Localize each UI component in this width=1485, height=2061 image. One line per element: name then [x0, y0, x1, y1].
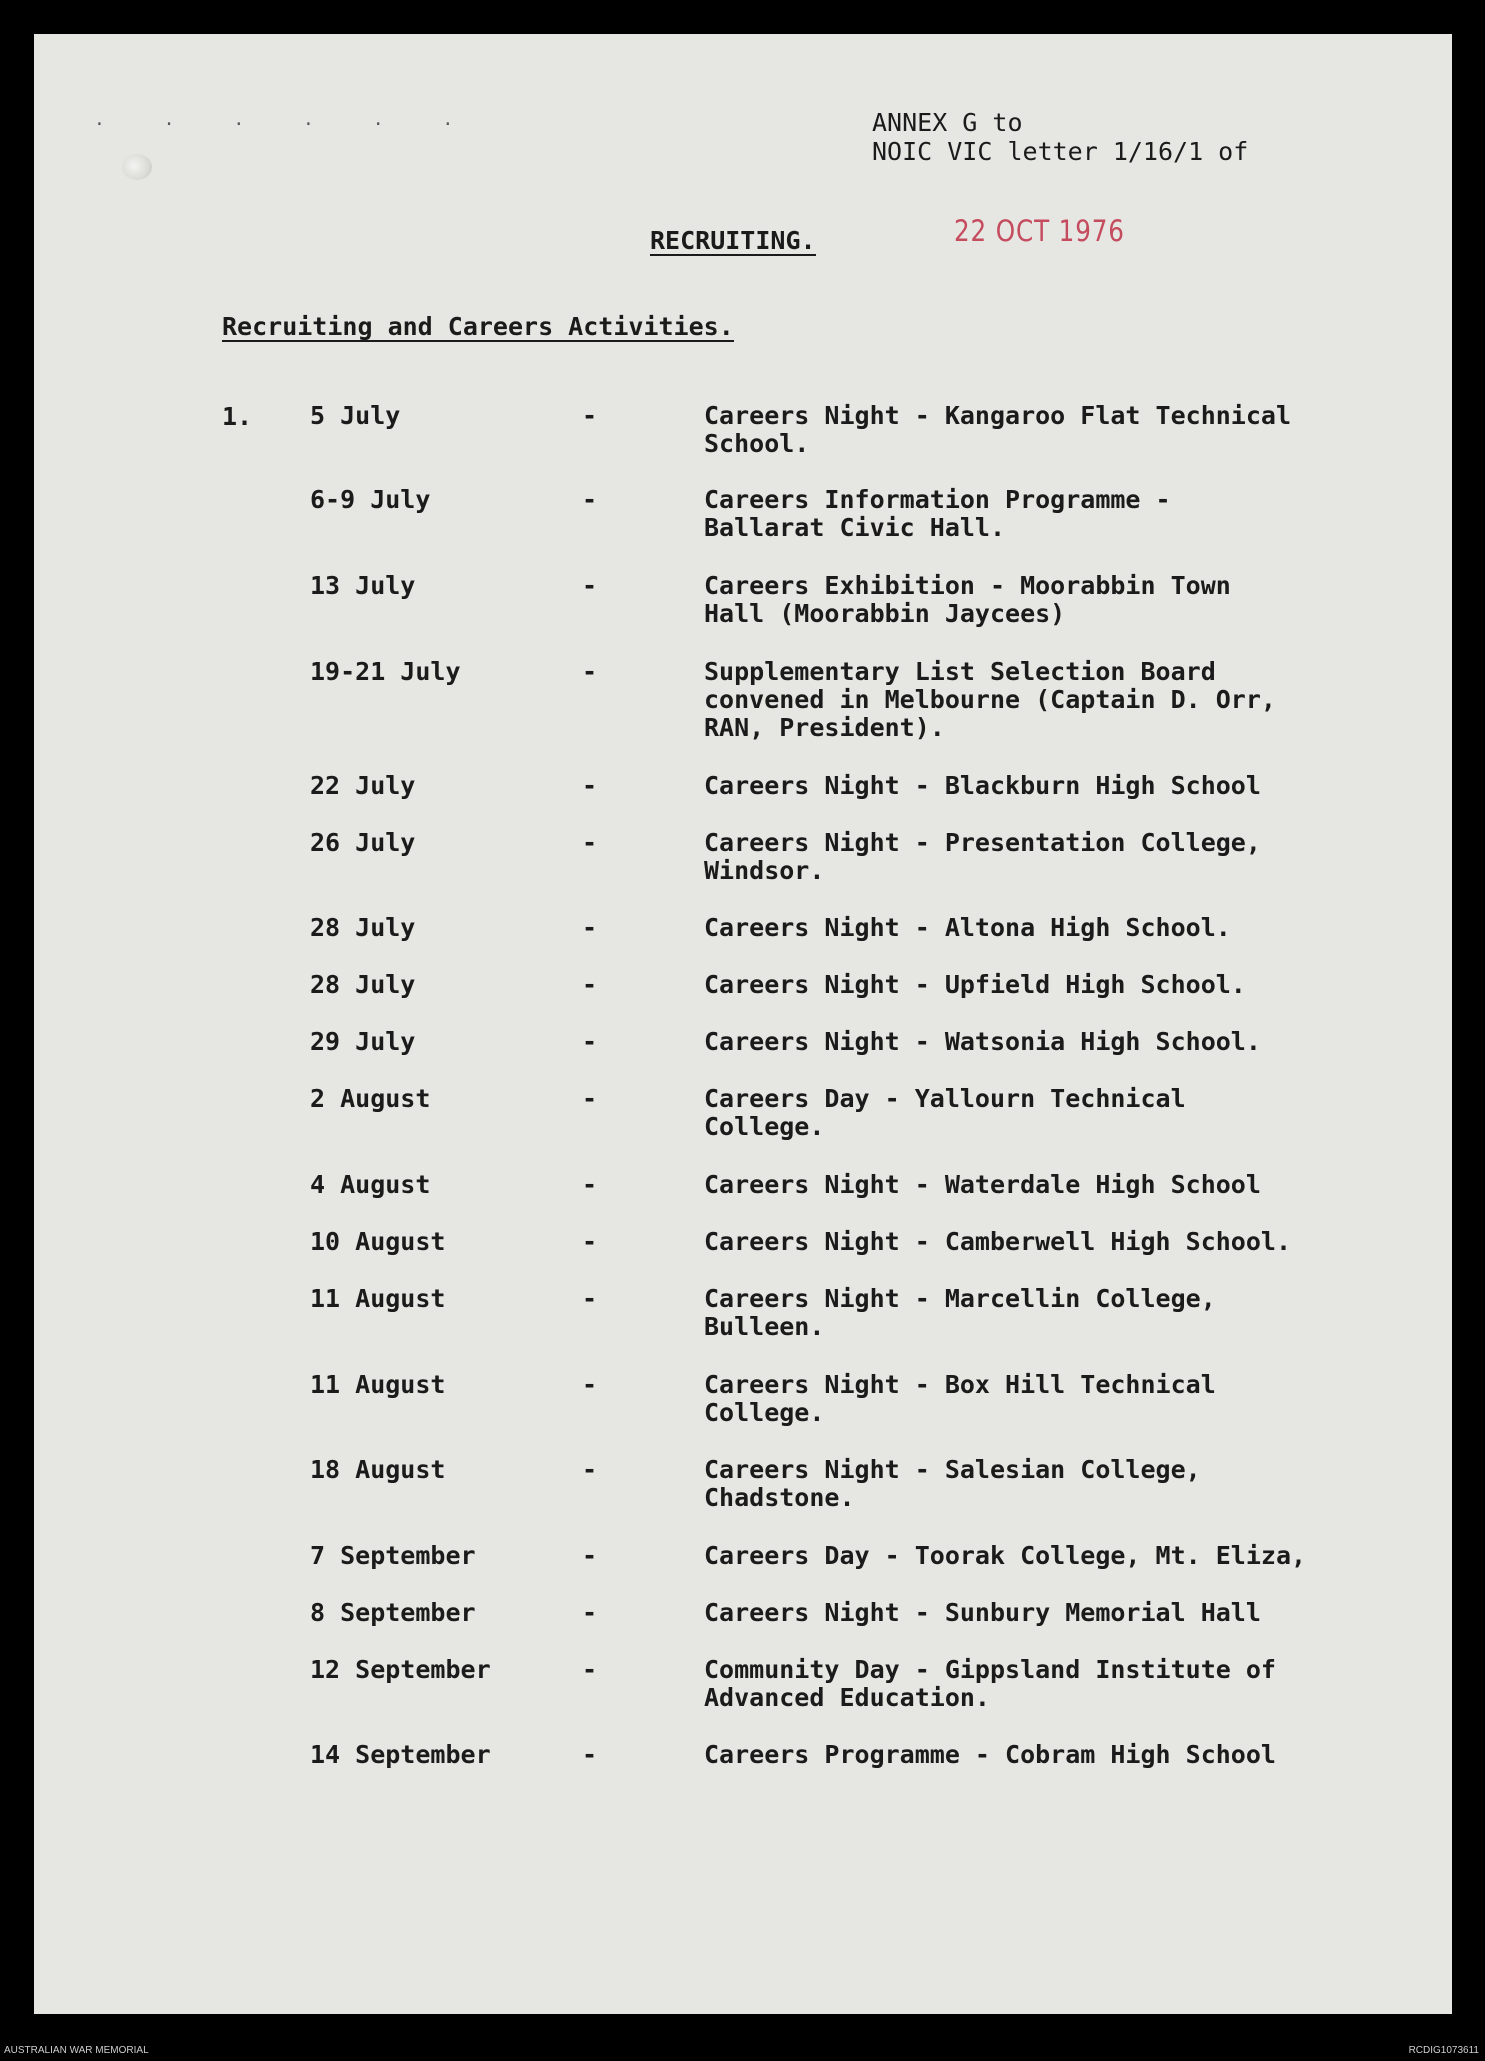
entry-date: 5 July — [310, 401, 401, 430]
entry-dash: - — [582, 571, 598, 600]
entry-date: 2 August — [310, 1084, 431, 1113]
entry-dash: - — [582, 657, 598, 686]
entry-date: 8 September — [310, 1598, 476, 1627]
entry-date: 14 September — [310, 1740, 491, 1769]
entry-date: 10 August — [310, 1227, 446, 1256]
entry-dash: - — [582, 1370, 598, 1399]
entry-dash: - — [582, 828, 598, 857]
paragraph-number: 1. — [222, 402, 253, 431]
entry-description: Careers Programme - Cobram High School — [704, 1740, 1276, 1769]
entry-description: Careers Night - Marcellin College, Bulleen. — [704, 1284, 1216, 1341]
annex-line-1: ANNEX G to — [872, 108, 1023, 137]
entry-description: Careers Information Programme - Ballarat Civic Hall. — [704, 485, 1171, 542]
margin-marks: · · · · · · — [94, 114, 478, 135]
entry-description: Careers Night - Watsonia High School. — [704, 1027, 1261, 1056]
entry-dash: - — [582, 1170, 598, 1199]
entry-description: Supplementary List Selection Board convened in Melbourne (Captain D. Orr, RAN, President). — [704, 657, 1276, 742]
entry-date: 28 July — [310, 970, 416, 999]
section-heading: Recruiting and Careers Activities. — [222, 312, 734, 341]
entry-description: Careers Day - Toorak College, Mt. Eliza, — [704, 1541, 1307, 1570]
entry-description: Careers Night - Salesian College, Chadstone. — [704, 1455, 1201, 1512]
entry-dash: - — [582, 1284, 598, 1313]
entry-date: 6-9 July — [310, 485, 431, 514]
document-page — [34, 34, 1452, 2014]
entry-description: Careers Exhibition - Moorabbin Town Hall (Moorabbin Jaycees) — [704, 571, 1231, 628]
date-stamp: 22 OCT 1976 — [954, 214, 1125, 248]
entry-description: Community Day - Gippsland Institute of Advanced Education. — [704, 1655, 1276, 1712]
entry-description: Careers Night - Waterdale High School — [704, 1170, 1261, 1199]
entry-dash: - — [582, 485, 598, 514]
entry-description: Careers Night - Kangaroo Flat Technical School. — [704, 401, 1291, 458]
entry-description: Careers Night - Blackburn High School — [704, 771, 1261, 800]
entry-dash: - — [582, 1227, 598, 1256]
entry-date: 18 August — [310, 1455, 446, 1484]
entry-dash: - — [582, 913, 598, 942]
entry-date: 26 July — [310, 828, 416, 857]
entry-dash: - — [582, 401, 598, 430]
entry-dash: - — [582, 771, 598, 800]
entry-dash: - — [582, 1455, 598, 1484]
entry-date: 7 September — [310, 1541, 476, 1570]
entry-dash: - — [582, 1655, 598, 1684]
entry-dash: - — [582, 1598, 598, 1627]
entry-date: 19-21 July — [310, 657, 461, 686]
entry-description: Careers Day - Yallourn Technical College. — [704, 1084, 1186, 1141]
entry-dash: - — [582, 1027, 598, 1056]
entry-date: 29 July — [310, 1027, 416, 1056]
entry-description: Careers Night - Presentation College, Windsor. — [704, 828, 1261, 885]
entry-description: Careers Night - Sunbury Memorial Hall — [704, 1598, 1261, 1627]
entry-date: 13 July — [310, 571, 416, 600]
entry-date: 4 August — [310, 1170, 431, 1199]
entry-date: 12 September — [310, 1655, 491, 1684]
entry-date: 11 August — [310, 1284, 446, 1313]
entry-date: 28 July — [310, 913, 416, 942]
entry-date: 22 July — [310, 771, 416, 800]
entry-description: Careers Night - Upfield High School. — [704, 970, 1246, 999]
entry-dash: - — [582, 1541, 598, 1570]
entry-description: Careers Night - Altona High School. — [704, 913, 1231, 942]
document-title: RECRUITING. — [650, 226, 816, 255]
annex-line-2: NOIC VIC letter 1/16/1 of — [872, 137, 1249, 166]
entry-dash: - — [582, 1740, 598, 1769]
entry-description: Careers Night - Camberwell High School. — [704, 1227, 1291, 1256]
entry-dash: - — [582, 970, 598, 999]
entry-description: Careers Night - Box Hill Technical College. — [704, 1370, 1216, 1427]
footer-source: AUSTRALIAN WAR MEMORIAL — [4, 2045, 149, 2056]
entry-dash: - — [582, 1084, 598, 1113]
entry-date: 11 August — [310, 1370, 446, 1399]
footer-id: RCDIG1073611 — [1408, 2045, 1479, 2056]
activity-list — [34, 34, 1452, 2014]
